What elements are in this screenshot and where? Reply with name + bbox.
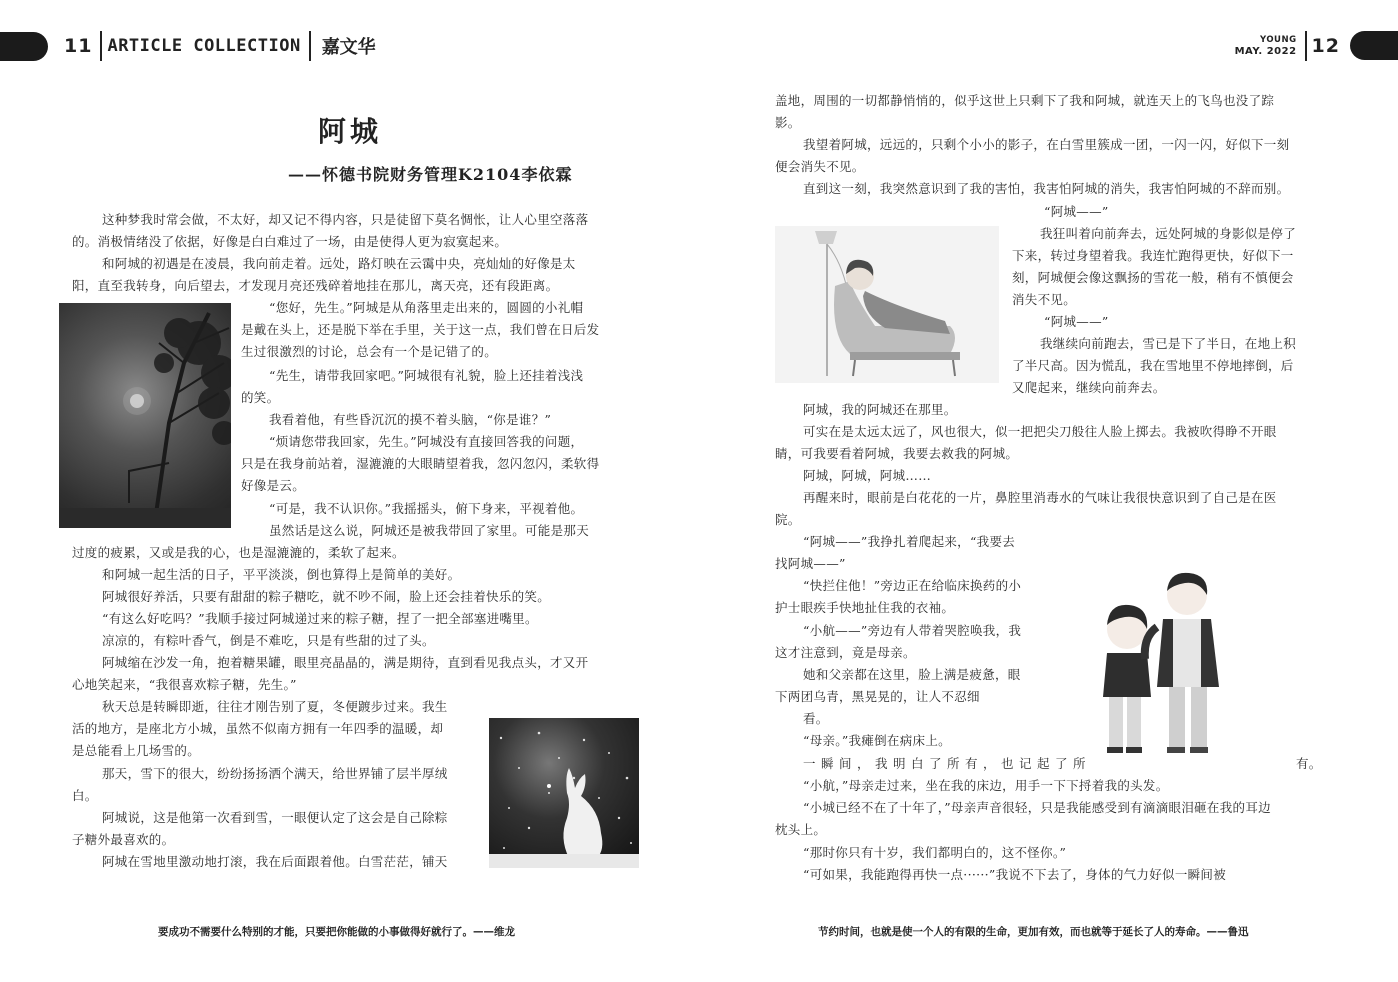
body-line: 盖地，周围的一切都静悄悄的，似乎这世上只剩下了我和阿城，就连天上的飞鸟也没了踪 <box>775 93 1275 108</box>
body-line: “母亲。”我瘫倒在病床上。 <box>803 733 951 748</box>
body-line: 她和父亲都在这里，脸上满是疲惫，眼 <box>803 667 1021 682</box>
body-line: 阿城，我的阿城还在那里。 <box>803 402 957 417</box>
right-page-header <box>1235 30 1340 62</box>
body-line: 我望着阿城，远远的，只剩个小小的影子，在白雪里簇成一团，一闪一闪，好似下一刻 <box>803 137 1290 152</box>
body-line: 只是在我身前站着，湿漉漉的大眼睛望着我，忽闪忽闪，柔软得 <box>241 456 600 471</box>
left-page-tab <box>0 32 48 61</box>
body-line: “阿城——” <box>1044 204 1109 219</box>
body-line: 的笑。 <box>241 390 280 405</box>
body-line: 过度的疲累，又或是我的心，也是湿漉漉的，柔软了起来。 <box>72 545 405 560</box>
article-title: 阿城 <box>318 115 383 148</box>
body-line: 是总能看上几场雪的。 <box>72 743 201 758</box>
body-line: “先生，请带我回家吧。”阿城很有礼貌，脸上还挂着浅浅 <box>269 368 584 383</box>
body-line: 院。 <box>775 512 801 527</box>
body-line: 和阿城的初遇是在凌晨，我向前走着。远处，路灯映在云霭中央，亮灿灿的好像是太 <box>102 256 576 271</box>
body-line: 刻，阿城便会像这飘扬的雪花一般，稍有不慎便会 <box>1012 270 1294 285</box>
body-line: 看。 <box>803 711 829 726</box>
two-boys-illustration <box>1095 567 1235 759</box>
body-line: 的。消极情绪没了依据，好像是白白难过了一场，由是使得人更为寂寞起来。 <box>72 234 508 249</box>
body-line: “阿城——” <box>1044 314 1109 329</box>
body-line: 阿城，阿城，阿城…… <box>803 468 932 483</box>
body-line: 护士眼疾手快地扯住我的衣袖。 <box>775 600 955 615</box>
body-line: 活的地方，是座北方小城，虽然不似南方拥有一年四季的温暖，却 <box>72 721 444 736</box>
right-footer-quote: 节约时间，也就是使一个人的有限的生命，更加有效，而也就等于延长了人的寿命。——鲁迅 <box>818 926 1249 938</box>
right-page-tab <box>1350 31 1398 60</box>
collection-title: ARTICLE COLLECTION <box>107 36 301 56</box>
night-tree-photo <box>59 303 231 528</box>
body-line: 好像是云。 <box>241 478 306 493</box>
body-line: 白。 <box>72 788 98 803</box>
body-line: “可如果，我能跑得再快一点······”我说不下去了，身体的气力好似一瞬间被 <box>803 867 1227 882</box>
body-line: “阿城——”我挣扎着爬起来，“我要去 <box>803 534 1016 549</box>
body-line: 便会消失不见。 <box>775 159 865 174</box>
issue-date: MAY. 2022 <box>1234 46 1297 57</box>
body-line: 虽然话是这么说，阿城还是被我带回了家里。可能是那天 <box>269 523 590 538</box>
body-line: 直到这一刻，我突然意识到了我的害怕，我害怕阿城的消失，我害怕阿城的不辞而别。 <box>803 181 1290 196</box>
body-line: 秋天总是转瞬即逝，往往才刚告别了夏，冬便踱步过来。我生 <box>102 699 448 714</box>
body-line: “您好，先生。”阿城是从角落里走出来的，圆圆的小礼帽 <box>269 300 584 315</box>
body-line: 了半尺高。因为慌乱，我在雪地里不停地摔倒，后 <box>1012 358 1294 373</box>
body-line: 阿城说，这是他第一次看到雪，一眼便认定了这会是自己除粽 <box>102 810 448 825</box>
body-line: “烦请您带我回家，先生。”阿城没有直接回答我的问题， <box>269 434 584 449</box>
header-divider <box>100 31 102 61</box>
header-divider <box>1305 31 1307 61</box>
body-line: 下来，转过身望着我。我连忙跑得更快，好似下一 <box>1012 248 1294 263</box>
magazine-badge <box>1235 34 1297 58</box>
article-subtitle: ——怀德书院财务管理K2104李依霖 <box>288 165 573 184</box>
right-page-number: 12 <box>1311 35 1340 57</box>
body-line: 我看着他，有些昏沉沉的摸不着头脑，“你是谁？” <box>269 412 552 427</box>
body-line: 阿城很好养活，只要有甜甜的粽子糖吃，就不吵不闹，脸上还会挂着快乐的笑。 <box>102 589 551 604</box>
body-line: 我狂叫着向前奔去，远处阿城的身影似是停了 <box>1040 226 1297 241</box>
body-line: 下两团乌青，黑晃晃的，让人不忍细 <box>775 689 980 704</box>
body-line: 生过很激烈的讨论，总会有一个是记错了的。 <box>241 344 498 359</box>
left-page-header <box>64 30 376 62</box>
body-line: “小城已经不在了十年了，”母亲声音很轻，只是我能感受到有滴滴眼泪砸在我的耳边 <box>803 800 1271 815</box>
body-line: 阿城在雪地里激动地打滚，我在后面跟着他。白雪茫茫，铺天 <box>102 854 448 869</box>
body-line: 和阿城一起生活的日子，平平淡淡，倒也算得上是简单的美好。 <box>102 567 461 582</box>
body-line: “快拦住他！”旁边正在给临床换药的小 <box>803 578 1022 593</box>
body-line: 这才注意到，竟是母亲。 <box>775 645 916 660</box>
body-line: “可是，我不认识你。”我摇摇头，俯下身来，平视着他。 <box>269 501 584 516</box>
body-line: 再醒来时，眼前是白花花的一片，鼻腔里消毒水的气味让我很快意识到了自己是在医 <box>803 490 1277 505</box>
body-line: 有。 <box>1296 756 1322 771</box>
body-line: 消失不见。 <box>1012 292 1077 307</box>
body-line: 子糖外最喜欢的。 <box>72 832 175 847</box>
body-line: 睛，可我要看着阿城，我要去救我的阿城。 <box>775 446 1019 461</box>
body-line: 这种梦我时常会做，不太好，却又记不得内容，只是徒留下莫名惆怅，让人心里空落落 <box>102 212 589 227</box>
boy-on-sofa-illustration <box>775 226 999 383</box>
body-line: 找阿城——” <box>775 556 846 571</box>
body-line: 那天，雪下的很大，纷纷扬扬洒个满天，给世界铺了层半厚绒 <box>102 766 448 781</box>
left-page-number: 11 <box>64 35 93 57</box>
body-line: 我继续向前跑去，雪已是下了半日，在地上积 <box>1040 336 1297 351</box>
header-divider <box>309 31 311 61</box>
body-line: 是戴在头上，还是脱下举在手里，关于这一点，我们曾在日后发 <box>241 322 600 337</box>
body-line: 可实在是太远太远了，风也很大，似一把把尖刀般往人脸上掷去。我被吹得睁不开眼 <box>803 424 1277 439</box>
magazine-name: YOUNG <box>1259 35 1297 45</box>
body-line: 影。 <box>775 115 801 130</box>
body-line: 心地笑起来，“我很喜欢粽子糖，先生。” <box>72 677 297 692</box>
body-line: “有这么好吃吗？”我顺手接过阿城递过来的粽子糖，捏了一把全部塞进嘴里。 <box>102 611 538 626</box>
body-line: 阿城缩在沙发一角，抱着糖果罐，眼里亮晶晶的，满是期待，直到看见我点头，才又开 <box>102 655 589 670</box>
body-line: “小航——”旁边有人带着哭腔唤我，我 <box>803 623 1022 638</box>
body-line: “小航，”母亲走过来，坐在我的床边，用手一下下捋着我的头发。 <box>803 778 1169 793</box>
body-line: 一瞬间，我明白了所有，也记起了所 <box>803 756 1092 771</box>
body-line: “那时你只有十岁，我们都明白的，这不怪你。” <box>803 845 1067 860</box>
body-line: 阳，直至我转身，向后望去，才发现月亮还残碎着地挂在那儿，离天亮，还有段距离。 <box>72 278 559 293</box>
left-footer-quote: 要成功不需要什么特别的才能，只要把你能做的小事做得好就行了。——维龙 <box>158 926 515 938</box>
body-line: 又爬起来，继续向前奔去。 <box>1012 380 1166 395</box>
body-line: 凉凉的，有粽叶香气，倒是不难吃，只是有些甜的过了头。 <box>102 633 435 648</box>
brand-name: 嘉文华 <box>321 37 376 58</box>
snow-rabbit-illustration <box>489 718 639 868</box>
body-line: 枕头上。 <box>775 822 827 837</box>
